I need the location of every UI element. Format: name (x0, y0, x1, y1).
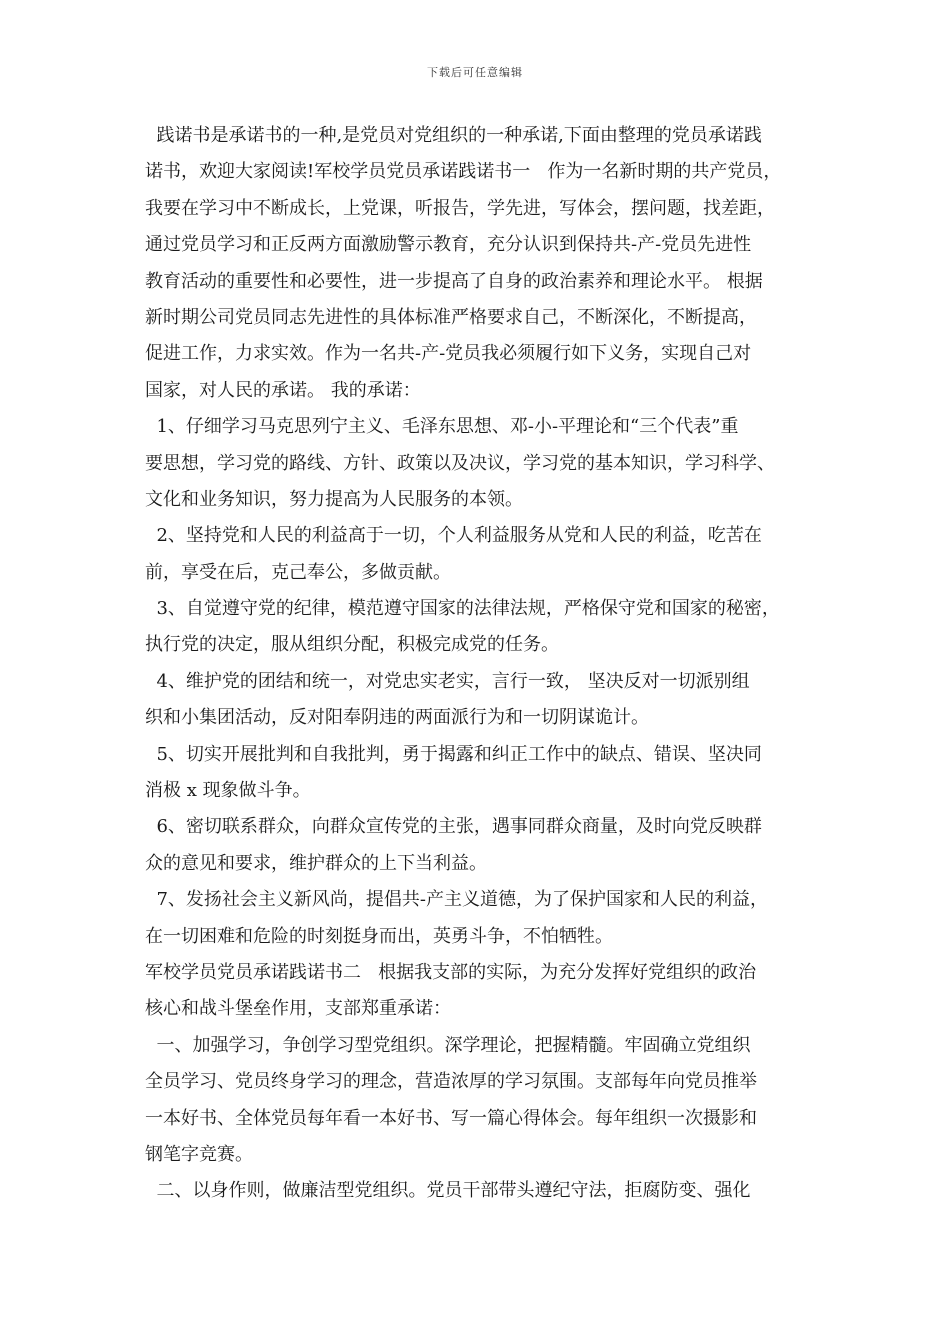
body-text-line: 执行党的决定，服从组织分配，积极完成党的任务。 (145, 634, 559, 656)
body-text-line: 国家，对人民的承诺。 我的承诺： (145, 379, 421, 401)
page-header: 下载后可任意编辑 (427, 66, 523, 79)
body-text-line: 3、自觉遵守党的纪律，模范遵守国家的法律法规，严格保守党和国家的秘密， (145, 598, 780, 620)
body-text-line: 钢笔字竞赛。 (145, 1143, 253, 1165)
body-text-line: 在一切困难和危险的时刻挺身而出，英勇斗争，不怕牺牲。 (145, 925, 613, 947)
body-text-line: 织和小集团活动，反对阳奉阴违的两面派行为和一切阴谋诡计。 (145, 707, 649, 729)
body-text-line: 促进工作，力求实效。作为一名共-产-党员我必须履行如下义务，实现自己对 (145, 343, 752, 365)
body-text-line: 1、仔细学习马克思列宁主义、毛泽东思想、邓-小-平理论和“三个代表”重 (145, 416, 739, 438)
body-text-line: 全员学习、党员终身学习的理念，营造浓厚的学习氛围。支部每年向党员推举 (145, 1071, 757, 1093)
body-text-line: 一、加强学习，争创学习型党组织。深学理论，把握精髓。牢固确立党组织 (145, 1034, 751, 1056)
body-text-line: 要思想，学习党的路线、方针、政策以及决议，学习党的基本知识，学习科学、 (145, 452, 775, 474)
body-text-line: 消极 x 现象做斗争。 (145, 780, 311, 802)
body-text-line: 践诺书是承诺书的一种,是党员对党组织的一种承诺,下面由整理的党员承诺践 (145, 125, 762, 146)
body-text-line: 通过党员学习和正反两方面激励警示教育，充分认识到保持共-产-党员先进性 (145, 234, 752, 256)
body-text-line: 二、以身作则，做廉洁型党组织。党员干部带头遵纪守法，拒腐防变、强化 (145, 1180, 751, 1202)
body-text-line: 诺书，欢迎大家阅读!军校学员党员承诺践诺书一 作为一名新时期的共产党员， (145, 161, 782, 183)
document-body (145, 118, 815, 1210)
body-text-line: 前，享受在后，克己奉公，多做贡献。 (145, 561, 451, 583)
body-text-line: 军校学员党员承诺践诺书二 根据我支部的实际，为充分发挥好党组织的政治 (145, 961, 757, 983)
body-text-line: 6、密切联系群众，向群众宣传党的主张，遇事同群众商量，及时向党反映群 (145, 816, 762, 838)
body-text-line: 新时期公司党员同志先进性的具体标准严格要求自己，不断深化，不断提高， (145, 306, 757, 328)
body-text-line: 5、切实开展批判和自我批判，勇于揭露和纠正工作中的缺点、错误、坚决同 (145, 743, 762, 765)
body-text-line: 核心和战斗堡垒作用，支部郑重承诺： (145, 998, 451, 1020)
body-text-line: 文化和业务知识，努力提高为人民服务的本领。 (145, 488, 523, 510)
body-text-line: 教育活动的重要性和必要性，进一步提高了自身的政治素养和理论水平。 根据 (145, 270, 763, 292)
body-text-line: 我要在学习中不断成长，上党课，听报告，学先进，写体会，摆问题，找差距， (145, 197, 775, 219)
body-text-line: 一本好书、全体党员每年看一本好书、写一篇心得体会。每年组织一次摄影和 (145, 1107, 757, 1129)
body-text-line: 众的意见和要求，维护群众的上下当利益。 (145, 852, 487, 874)
body-text-line: 7、发扬社会主义新风尚，提倡共-产主义道德，为了保护国家和人民的利益， (145, 889, 768, 911)
body-text-line: 2、坚持党和人民的利益高于一切，个人利益服务从党和人民的利益，吃苦在 (145, 525, 762, 547)
body-text-line: 4、维护党的团结和统一，对党忠实老实，言行一致， 坚决反对一切派别组 (145, 670, 750, 692)
